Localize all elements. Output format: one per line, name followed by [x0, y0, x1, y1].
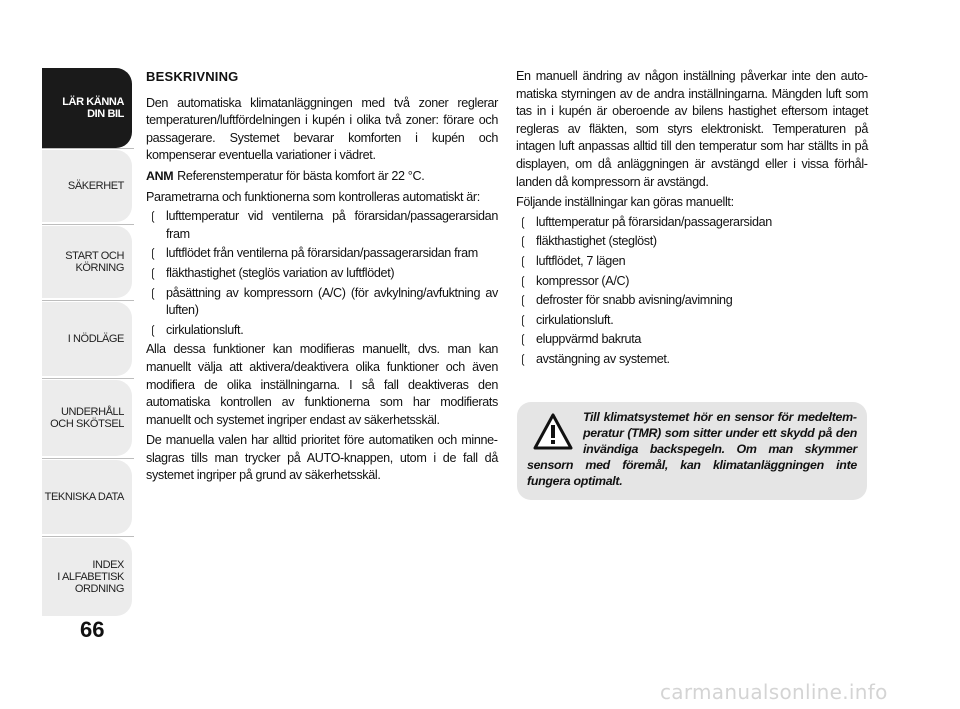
- list-item: ❲ cirkulationsluft.: [516, 312, 868, 330]
- tab-sakerhet[interactable]: SÄKERHET: [42, 150, 132, 222]
- tab-divider: [42, 148, 134, 149]
- tab-tekniska-data[interactable]: TEKNISKA DATA: [42, 460, 132, 534]
- right-column: [516, 68, 868, 371]
- note-paragraph: [146, 168, 498, 186]
- list-item: ❲ avstängning av systemet.: [516, 351, 868, 369]
- list-item: ❲ fläkthastighet (steglöst): [516, 233, 868, 251]
- auto-functions-list: [146, 208, 498, 339]
- page-number: 66: [80, 617, 105, 642]
- tab-divider: [42, 536, 134, 537]
- list-item: ❲ lufttemperatur vid ventilerna på förarsidan/passagerarsidan fram: [146, 208, 498, 243]
- note-label: ANM: [146, 168, 174, 183]
- intro-paragraph: Den automatiska klimatanläggningen med två zoner reglerar temperaturen/luftfördelningen i kupén i olika två zoner: förare och passagerare. Systemet bevarar komforten i kupén och kompenserar eventuella variationer i vädret.: [146, 95, 498, 163]
- tab-i-nodlage[interactable]: I NÖDLÄGE: [42, 302, 132, 376]
- list-item: ❲ påsättning av kompressorn (A/C) (för avkylning/avfuktning av luften): [146, 285, 498, 320]
- tab-lar-kanna-din-bil[interactable]: LÄR KÄNNA DIN BIL: [42, 68, 132, 148]
- list-item: ❲ lufttemperatur på förarsidan/passagerarsidan: [516, 214, 868, 232]
- warning-box: [517, 402, 867, 500]
- list-item: ❲ luftflödet, 7 lägen: [516, 253, 868, 271]
- list-item: ❲ luftflödet från ventilerna på förarsidan/passagerarsidan fram: [146, 245, 498, 263]
- left-column: [146, 68, 498, 485]
- list-item: ❲ defroster för snabb avisning/avimning: [516, 292, 868, 310]
- section-heading: BESKRIVNING: [146, 69, 239, 84]
- manual-settings-list: [516, 214, 868, 369]
- tab-divider: [42, 300, 134, 301]
- list-item: ❲ eluppvärmd bakruta: [516, 331, 868, 349]
- watermark: carmanualsonline.info: [660, 680, 888, 704]
- warning-text: Till klimatsystemet hör en sensor för medeltemperatur (TMR) som sitter under ett skydd på den invändiga backspegeln. Om man skymmer sensorn med föremål, kan klimatanläggningen inte fungera optimalt.: [527, 410, 857, 488]
- tab-start-och-korning[interactable]: START OCH KÖRNING: [42, 226, 132, 298]
- manual-change-paragraph: En manuell ändring av någon inställning påverkar inte den automatiska styrningen av de andra inställningarna. Mängden luft som tas in i kupén är oberoende av bilens hastighet eftersom intaget regleras av fläkten, som styrs elektroniskt. Temperaturen på intagen luft anpassas alltid till den temperatur som har ställts in på displayen, om då anläggningen är avstängd eller i vissa förhållanden då kompressorn är avstängd.: [516, 69, 868, 189]
- tab-divider: [42, 224, 134, 225]
- warning-triangle-icon: [533, 413, 573, 451]
- priority-paragraph: De manuella valen har alltid prioritet före automatiken och minneslagras tills man trycker på AUTO-knappen, utom i de fall då systemet ingriper på grund av säkerhetsskäl.: [146, 433, 498, 483]
- list-item: ❲ cirkulationsluft.: [146, 322, 498, 340]
- tab-underhall-och-skotsel[interactable]: UNDERHÅLL OCH SKÖTSEL: [42, 380, 132, 456]
- list-item: ❲ fläkthastighet (steglös variation av luftflödet): [146, 265, 498, 283]
- params-intro: Parametrarna och funktionerna som kontrolleras automatiskt är:: [146, 189, 480, 204]
- tab-divider: [42, 378, 134, 379]
- tab-index[interactable]: INDEX I ALFABETISK ORDNING: [42, 538, 132, 616]
- note-text: Referenstemperatur för bästa komfort är 22 °C.: [177, 168, 425, 183]
- list-item: ❲ kompressor (A/C): [516, 273, 868, 291]
- tab-divider: [42, 458, 134, 459]
- manual-settings-intro: Följande inställningar kan göras manuellt:: [516, 195, 734, 210]
- manual-paragraph: Alla dessa funktioner kan modifieras manuellt, dvs. man kan manuellt välja att aktivera/deaktivera olika funktioner och även modifiera de olika inställningarna. I så fall deaktiveras den automatiska kontrollen av funktionerna som har modifierats manuellt och systemet ingriper endast av säkerhetsskäl.: [146, 342, 498, 427]
